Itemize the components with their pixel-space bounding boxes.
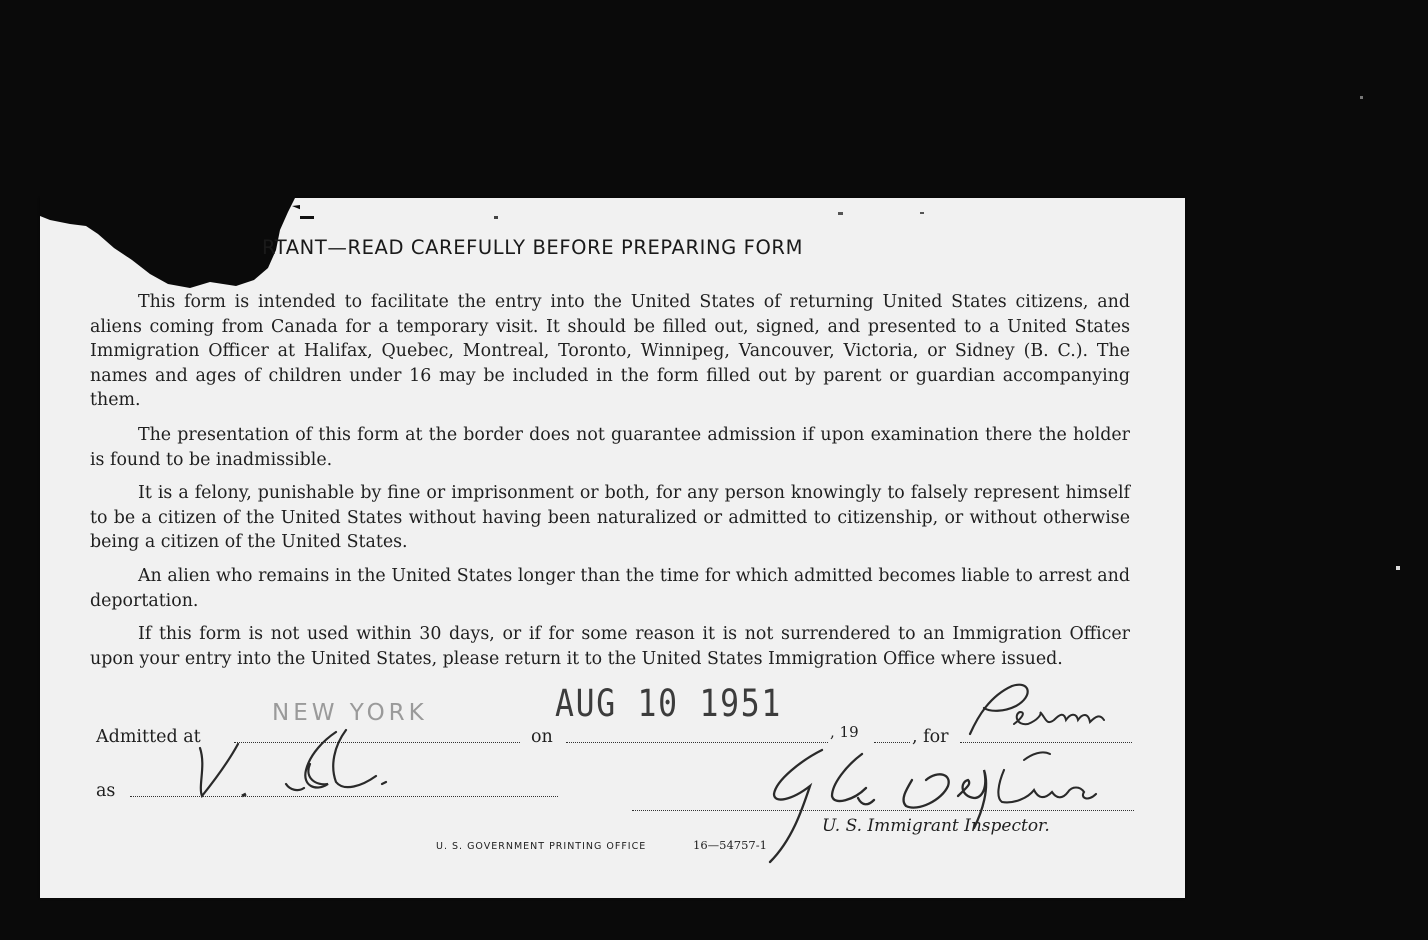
for-label: , for <box>912 727 949 747</box>
paper-speck <box>1360 96 1363 99</box>
paragraph-felony: It is a felony, punishable by fine or imprisonment or both, for any person knowingly to falsely represent himself to be a citizen of the United States without having been naturalized or admitted to citizenship, or without otherwise being a citizen of the United States. <box>90 483 1130 553</box>
printing-office: U. S. GOVERNMENT PRINTING OFFICE <box>436 841 647 852</box>
paragraph-deportation: An alien who remains in the United States longer than the time for which admitted becomes liable to arrest and deportation. <box>90 566 1130 611</box>
admitted-at-label: Admitted at <box>96 727 201 747</box>
inspector-signature <box>762 740 1122 870</box>
form-heading: RTANT—READ CAREFULLY BEFORE PREPARING FORM <box>262 236 803 259</box>
as-label: as <box>96 781 116 801</box>
on-label: on <box>531 727 553 747</box>
paragraph-purpose: This form is intended to facilitate the entry into the United States of returning United States citizens, and aliens coming from Canada for a temporary visit. It should be filled out, signed, and presented to a United States Immigration Officer at Halifax, Quebec, Montreal, Toronto, Winnipeg, Vancouver, Victoria, or Sidney (B. C.). The names and ages of children under 16 may be included in the form filled out by parent or guardian accompanying them. <box>90 292 1130 411</box>
paper-speck <box>920 212 924 214</box>
form-number: 16—54757-1 <box>693 838 767 852</box>
date-stamp: AUG 10 1951 <box>555 682 782 725</box>
paper-speck <box>838 212 843 215</box>
paper-speck <box>1396 566 1400 570</box>
paper-speck <box>300 216 314 219</box>
year-prefix: , 19 <box>830 723 859 741</box>
paragraph-admission: The presentation of this form at the border does not guarantee admission if upon examination there the holder is found to be inadmissible. <box>90 425 1130 470</box>
place-stamp: NEW YORK <box>272 700 428 726</box>
inspector-title: U. S. Immigrant Inspector. <box>822 816 1050 836</box>
paper-speck <box>494 216 498 219</box>
paragraph-return: If this form is not used within 30 days, or if for some reason it is not surrendered to an Immigration Officer upon your entry into the United States, please return it to the United States Immigration Office where issued. <box>90 624 1130 669</box>
torn-corner <box>40 190 300 300</box>
handwritten-admitted-place <box>186 726 416 806</box>
handwritten-for-value <box>930 676 1130 746</box>
